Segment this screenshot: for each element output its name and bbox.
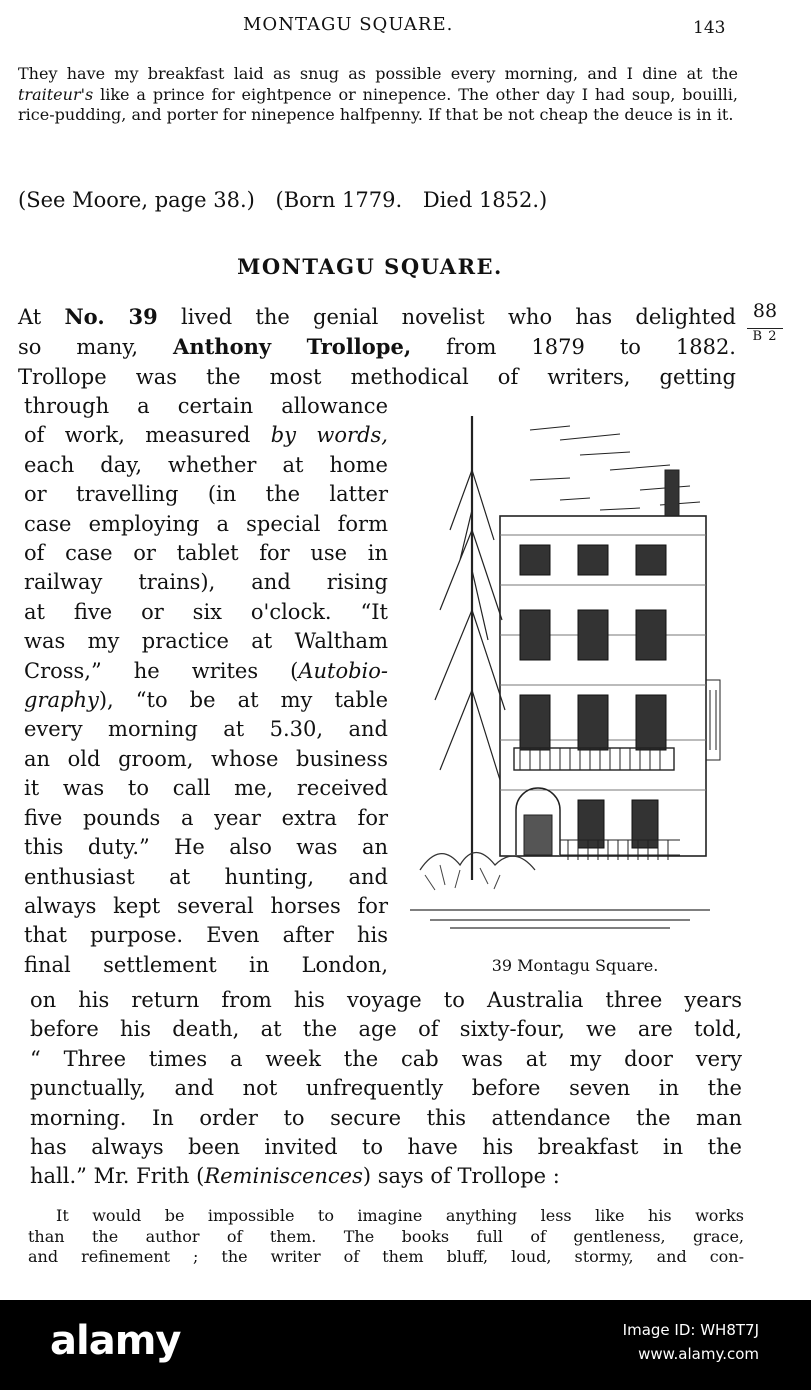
map-ref-number: 88 (752, 300, 778, 322)
column-line: final settlement in London, (24, 952, 388, 977)
column-italic: by words, (270, 423, 388, 448)
column-line: or travelling (in the latter (24, 482, 388, 507)
column-line: was my practice at Waltham (24, 629, 388, 654)
lead-line-2 (18, 332, 736, 362)
moore-reference (18, 188, 738, 212)
column-line: railway trains), and rising (24, 570, 388, 595)
house-engraving-image (410, 410, 730, 940)
column-line (24, 657, 388, 686)
column-line: this duty.” He also was an (24, 835, 388, 860)
column-line: that purpose. Even after his (24, 923, 388, 948)
image-id: Image ID: WH8T7J (622, 1321, 759, 1339)
column-line: enthusiast at hunting, and (24, 864, 388, 889)
map-ref-code: B 2 (752, 329, 778, 344)
image-id-block (623, 1318, 759, 1366)
column-line (24, 686, 388, 715)
column-text: ), “to be at my table (98, 688, 388, 713)
column-line: through a certain allowance (24, 394, 388, 418)
wrapped-column (24, 392, 388, 980)
born-date: (Born 1779. (275, 188, 403, 212)
lead-line-1 (18, 302, 736, 332)
body-line: “ Three times a week the cab was at my door very (30, 1046, 742, 1071)
site-url: www.alamy.com (638, 1345, 759, 1363)
column-text: Cross,” he writes ( (24, 658, 299, 683)
body-line: has always been invited to have his breakfast in the (30, 1135, 742, 1160)
column-line: five pounds a year extra for (24, 805, 388, 830)
column-line: an old groom, whose business (24, 746, 388, 771)
body-line: before his death, at the age of sixty-four, we are told, (30, 1017, 742, 1042)
column-italic: Autobio- (298, 658, 388, 683)
quote1-italic: traiteur's (18, 84, 94, 104)
running-head-title: MONTAGU SQUARE. (243, 14, 454, 35)
alamy-logo: alamy (50, 1318, 181, 1364)
lead-l2a: so many, (18, 335, 174, 359)
figure-caption: 39 Montagu Square. (491, 956, 659, 975)
column-line (24, 421, 388, 450)
body-line (30, 1162, 742, 1191)
section-heading: MONTAGU SQUARE. (237, 254, 503, 279)
column-line: case employing a special form (24, 511, 388, 536)
body-text: hall.” Mr. Frith ( (30, 1164, 205, 1189)
lead-l1c: lived the genial novelist who has delighted (157, 305, 736, 329)
lead-l1a: At (18, 305, 65, 329)
see-moore-reference: (See Moore, page 38.) (18, 188, 255, 212)
breakfast-quote (18, 64, 738, 126)
quote2-line: than the author of them. The books full of gentleness, grace, (28, 1226, 744, 1246)
died-date: Died 1852.) (422, 188, 548, 212)
body-line: punctually, and not unfrequently before seven in the (30, 1076, 742, 1101)
body-line: morning. In order to secure this attendance the man (30, 1105, 742, 1130)
column-text: of work, measured (24, 423, 271, 448)
quote2-line: It would be impossible to imagine anything less like his works (56, 1206, 744, 1225)
column-line: always kept several horses for (24, 893, 388, 918)
quote1-text-post: like a prince for eightpence or ninepence. The other day I had soup, bouilli, rice-pudding, and porter for ninepence halfpenny. If that be not cheap the deuce is in it. (18, 84, 738, 124)
column-italic: graphy (24, 688, 99, 713)
column-line: every morning at 5.30, and (24, 717, 388, 742)
page-number: 143 (693, 18, 726, 38)
quote1-text-pre: They have my breakfast laid as snug as possible every morning, and I dine at the (18, 64, 738, 83)
column-line: each day, whether at home (24, 452, 388, 477)
running-head (0, 14, 811, 42)
column-line: it was to call me, received (24, 776, 388, 801)
lead-l2c: from 1879 to 1882. (411, 335, 736, 359)
body-line: on his return from his voyage to Australia three years (30, 988, 742, 1012)
quote2-line: and refinement ; the writer of them bluff, loud, stormy, and con- (28, 1247, 744, 1266)
lead-line-3: Trollope was the most methodical of writers, getting (18, 365, 736, 389)
continuation-paragraph (30, 986, 742, 1192)
lead-paragraph (18, 302, 736, 392)
frith-quote (28, 1206, 744, 1268)
house-engraving (410, 410, 730, 940)
stock-watermark-bar (0, 1300, 811, 1390)
column-line: at five or six o'clock. “It (24, 599, 388, 624)
column-line: of case or tablet for use in (24, 541, 388, 566)
frith-reminiscences-title: Reminiscences (204, 1164, 363, 1189)
author-name: Anthony Trollope, (173, 334, 412, 359)
margin-map-reference (745, 300, 785, 345)
body-text: ) says of Trollope : (362, 1164, 560, 1189)
house-number: No. 39 (64, 304, 158, 329)
